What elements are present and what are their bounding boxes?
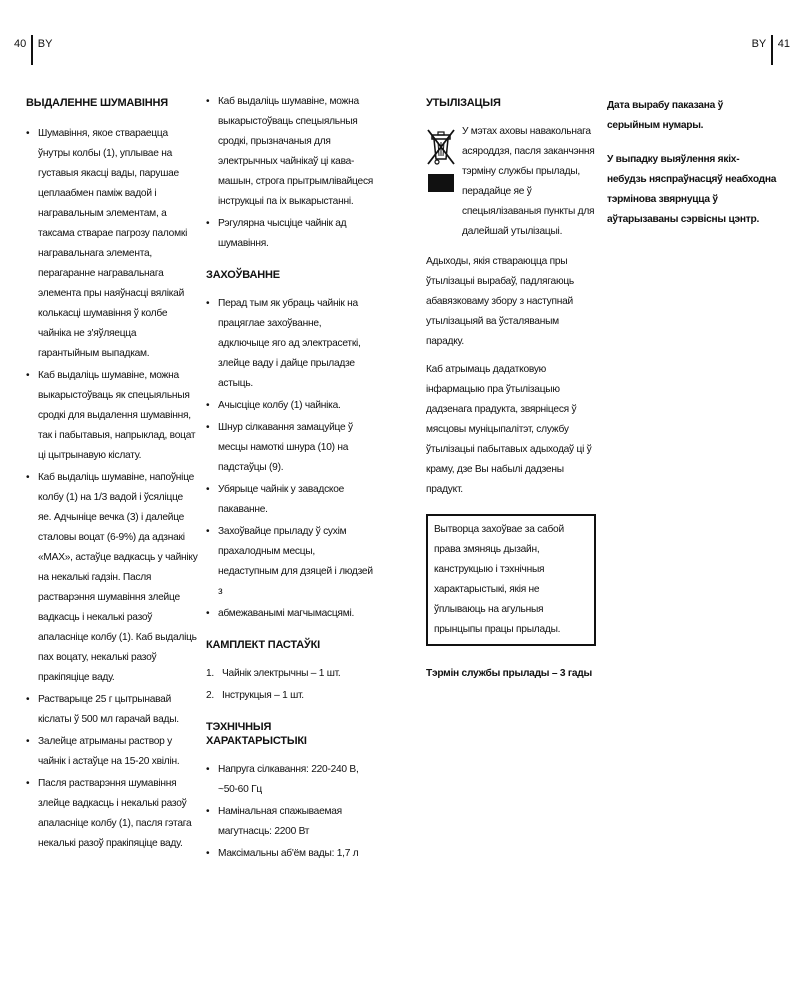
list-item: • Захоўвайце прыладу ў сухім прахалодным месцы, недаступным для дзяцей і людзей з xyxy=(206,522,374,602)
list-item: • Шумавіння, якое ствараецца ўнутры колбы (1), уплывае на густавыя якасці вады, парушае цеплаабмен паміж вадой і награвальным элементам, а таксама стварае пагрозу паломкі награвальнага элемента, перагаранне награвальнага элемента пры наяўнасці вялікай колькасці шумавіння ў колбе чайніка не з'яўляецца гарантыйным выпадкам. xyxy=(26,124,198,364)
list-item: • Залейце атрыманы раствор у чайнік і астаўце на 15-20 хвілін. xyxy=(26,732,198,772)
crossed-bin-icon xyxy=(426,126,456,190)
descaling-heading: ВЫДАЛЕННЕ ШУМАВІННЯ xyxy=(26,97,168,109)
crossed-bin-icon-graphic xyxy=(426,126,456,168)
column-descaling xyxy=(26,96,198,856)
column-production xyxy=(607,96,777,244)
disposal-heading: УТЫЛІЗАЦЫЯ xyxy=(426,97,501,109)
list-item: • Ачысціце колбу (1) чайніка. xyxy=(206,396,374,416)
page-lang-right: BY xyxy=(751,38,767,50)
list-item: • Растварыце 25 г цытрынавай кіслаты ў 500 мл гарачай вады. xyxy=(26,690,198,730)
list-item: • Рэгулярна чысціце чайнік ад шумавіння. xyxy=(206,214,374,254)
list-item: • Максімальны аб'ём вады: 1,7 л xyxy=(206,844,374,864)
package-heading: КАМПЛЕКТ ПАСТАЎКІ xyxy=(206,639,320,651)
list-item xyxy=(206,664,374,684)
storage-heading: ЗАХОЎВАННЕ xyxy=(206,269,280,281)
service-life-note: Тэрмін службы прылады – 3 гады xyxy=(426,668,592,679)
list-item: • Напруга сілкавання: 220-240 В, ~50-60 Гц xyxy=(206,760,374,800)
list-item: • Каб выдаліць шумавіне, напоўніце колбу (1) на 1/3 вадой і ўсяліцце яе. Адчыніце вечка (3) і далейце сталовы воцат (6-9%) да адзнакі «МАХ», астаўце вадкасць у чайніку на некалькі гадзін. Пасля растварэння шумавіння злейце вадкасць і некалькі разоў апаласніце колбу (1). Каб выдаліць пах воцату, некалькі разоў пракіпяціце ваду. xyxy=(26,468,198,688)
defect-note: У выпадку выяўлення якіх-небудзь няспраўнасцяў неабходна тэрмінова звярнуцца ў аўтарызаваны сэрвісны цэнтр. xyxy=(607,154,777,225)
list-number: 2. xyxy=(206,690,214,701)
page-number-divider xyxy=(31,35,33,65)
page-number-right-value: 41 xyxy=(777,38,790,50)
list-item: • Намінальная спажываемая магутнасць: 2200 Вт xyxy=(206,802,374,842)
page-number-left xyxy=(14,37,52,65)
specs-heading: ТЭХНІЧНЫЯ ХАРАКТАРЫСТЫКІ xyxy=(206,721,307,747)
descaling-cont-list xyxy=(206,92,374,254)
page-number-left-value: 40 xyxy=(14,38,27,50)
manufacturer-notice-box: Вытворца захоўвае за сабой права змяняць дызайн, канструкцыю і тэхнічныя характарыстыкі, якія не ўплываюць на агульныя прынцыпы працы прылады. xyxy=(426,514,596,646)
list-item: • Перад тым як убраць чайнік на працяглае захоўванне, адключыце яго ад электрасеткі, злейце ваду і дайце прыладзе астыць. xyxy=(206,294,374,394)
production-date-note: Дата вырабу паказана ў серыйным нумары. xyxy=(607,100,724,131)
list-text: Інструкцыя – 1 шт. xyxy=(222,690,304,701)
disposal-intro-block xyxy=(426,122,596,252)
page-lang-left: BY xyxy=(37,38,53,50)
storage-list xyxy=(206,294,374,624)
descaling-list xyxy=(26,124,198,854)
list-item: • Шнур сілкавання замацуйце ў месцы намоткі шнура (10) на падстаўцы (9). xyxy=(206,418,374,478)
package-list xyxy=(206,664,374,706)
specs-list xyxy=(206,760,374,864)
disposal-paragraph: Каб атрымаць дадатковую інфармацыю пра ўтылізацыю дадзенага прадукта, звярніцеся ў мясцовы муніцыпалітэт, службу ўтылізацыі пабытавых адыходаў ці ў краму, дзе Вы набылі дадзены прадукт. xyxy=(426,364,592,495)
list-item: • Каб выдаліць шумавіне, можна выкарыстоўваць спецыяльныя сродкі, прызначаныя для электрычных чайнікаў ці кава-машын, строга прытрымлівайцеся інструкцыі па іх выкарыстанні. xyxy=(206,92,374,212)
list-number: 1. xyxy=(206,668,214,679)
column-disposal xyxy=(426,96,596,684)
list-item: • Убярыце чайнік у завадское пакаванне. xyxy=(206,480,374,520)
page-number-right xyxy=(752,37,790,65)
column-storage-specs xyxy=(206,92,374,866)
list-item xyxy=(206,686,374,706)
disposal-intro: У мэтах аховы навакольнага асяроддзя, пасля заканчэння тэрміну службы прылады, перадайце яе ў спецыялізаваныя пункты для далейшай утылізацыі. xyxy=(462,126,595,237)
list-item: • Пасля растварэння шумавіння злейце вадкасць і некалькі разоў апаласніце колбу (1), пасля гэтага некалькі разоў пракіпяціце ваду. xyxy=(26,774,198,854)
disposal-paragraph: Адыходы, якія ствараюцца пры ўтылізацыі вырабаў, падлягаюць абавязковаму збору з наступнай утылізацыяй ва ўсталяваным парадку. xyxy=(426,256,574,347)
list-item: • абмежаванымі магчымасцямі. xyxy=(206,604,374,624)
bin-bar-icon xyxy=(428,174,454,192)
page-number-divider xyxy=(771,35,773,65)
list-item: • Каб выдаліць шумавіне, можна выкарыстоўваць як спецыяльныя сродкі для выдалення шумавіння, так і пабытавыя, напрыклад, воцат ці цытрынавую кіслату. xyxy=(26,366,198,466)
list-text: Чайнік электрычны – 1 шт. xyxy=(222,668,341,679)
